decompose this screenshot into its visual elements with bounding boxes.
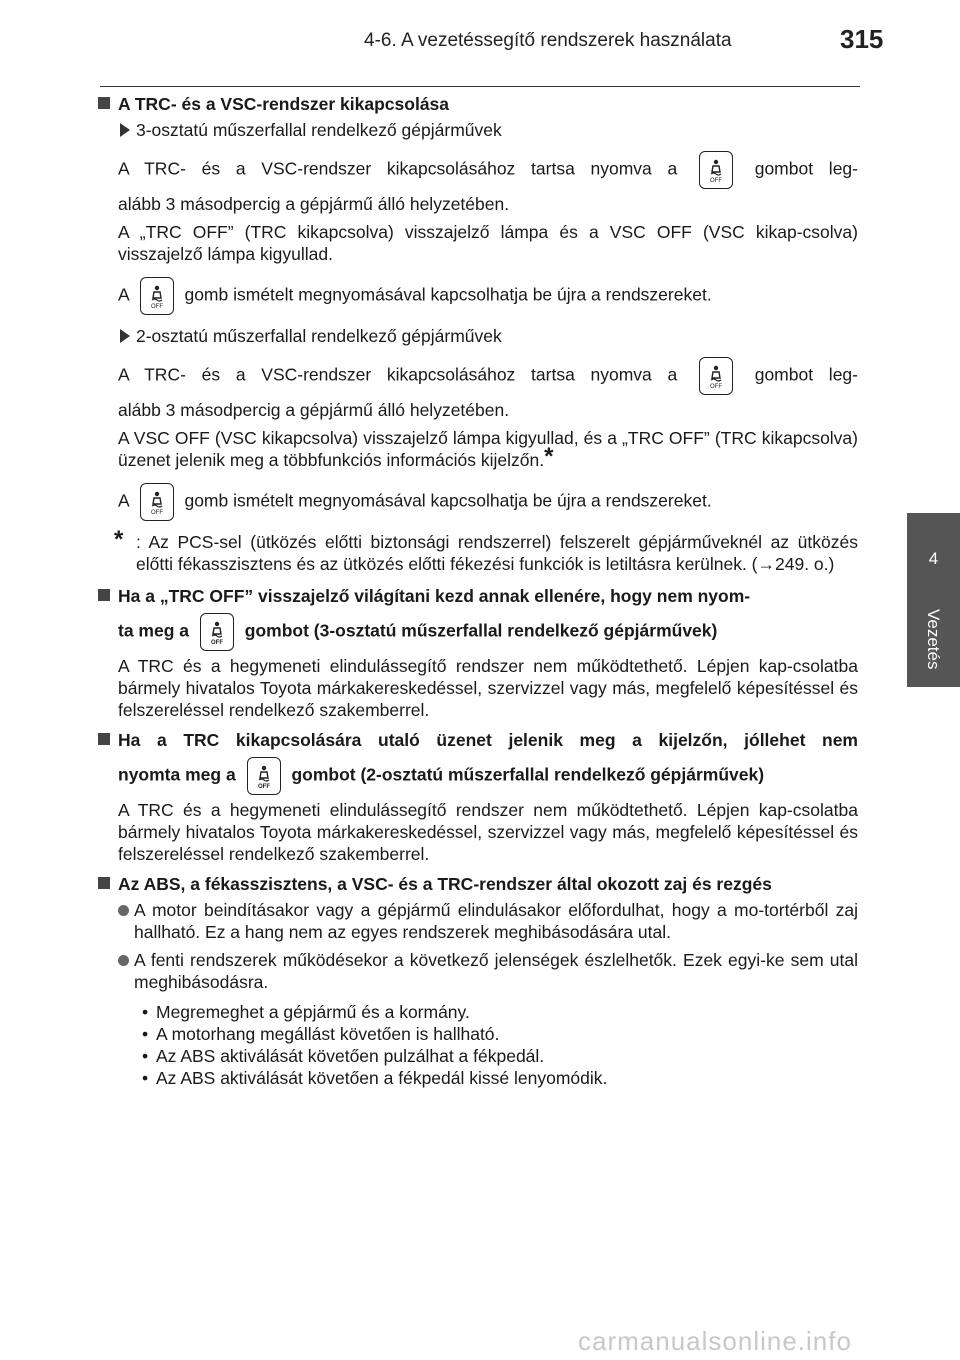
list-item-text: Az ABS aktiválását követően a fékpedál kissé lenyomódik. xyxy=(156,1068,608,1088)
list-item xyxy=(98,899,858,943)
square-bullet-icon xyxy=(98,589,110,601)
list-item xyxy=(98,1045,858,1067)
section-heading-continued xyxy=(98,757,858,795)
paragraph xyxy=(98,277,858,315)
list-item-text: A fenti rendszerek működésekor a következő jelenségek észlelhetők. Ezek egyi-ke sem utal meghibásodásra. xyxy=(134,950,858,992)
bullet-icon: • xyxy=(142,1024,149,1044)
vsc-off-icon xyxy=(699,357,733,395)
paragraph: A TRC és a hegymeneti elindulássegítő rendszer nem működtethető. Lépjen kap-csolatba bármely hivatalos Toyota márkakereskedéssel, szervizzel vagy más, megfelelő képesítéssel és felszereléssel rendelkező szakemberrel. xyxy=(118,800,858,864)
section-heading-continued xyxy=(98,613,858,651)
section-title: Az ABS, a fékasszisztens, a VSC- és a TRC-rendszer által okozott zaj és rezgés xyxy=(118,874,772,894)
paragraph xyxy=(98,483,858,521)
section-heading xyxy=(98,873,858,895)
list-item-text: Megremeghet a gépjármű és a kormány. xyxy=(156,1002,470,1022)
section-title: gombot (2-osztatú műszerfallal rendelkező gépjárművek) xyxy=(291,764,765,785)
text: A VSC OFF (VSC kikapcsolva) visszajelző lámpa kigyullad, és a „TRC OFF” (TRC kikapcsolva) üzenet jelenik meg a többfunkciós információs kijelzőn. xyxy=(118,428,858,470)
text: A TRC- és a VSC-rendszer kikapcsolásához tartsa nyomva a xyxy=(118,158,678,179)
list-item-text: A motor beindításakor vagy a gépjármű elindulásakor előfordulhat, hogy a mo-tortérből zaj hallható. Ez a hang nem az egyes rendszerek meghibásodására utal. xyxy=(134,900,858,942)
square-bullet-icon xyxy=(98,877,110,889)
svg-text:OFF: OFF xyxy=(210,640,223,646)
vsc-off-icon xyxy=(247,757,281,795)
footnote-marker: * xyxy=(544,443,554,470)
svg-text:OFF: OFF xyxy=(709,178,722,184)
text: A xyxy=(118,490,129,511)
chapter-title: 4-6. A vezetéssegítő rendszerek használata xyxy=(364,30,732,51)
list-item xyxy=(98,1067,858,1089)
list-item-text: A motorhang megállást követően is hallható. xyxy=(156,1024,500,1044)
subsection-title: 2-osztatú műszerfallal rendelkező gépjárművek xyxy=(136,326,502,346)
triangle-bullet-icon xyxy=(120,123,130,137)
svg-text:OFF: OFF xyxy=(150,510,163,516)
text: gomb ismételt megnyomásával kapcsolhatja be újra a rendszereket. xyxy=(184,490,712,511)
list-item xyxy=(98,1023,858,1045)
chapter-tab-number: 4 xyxy=(928,549,939,568)
bullet-icon: • xyxy=(142,1046,149,1066)
page-header xyxy=(0,0,960,92)
watermark-text: carmanualsonline.info xyxy=(578,1326,852,1356)
paragraph xyxy=(98,427,858,471)
section-title: Ha a TRC kikapcsolására utaló üzenet jelenik meg a kijelzőn, jóllehet nem xyxy=(118,730,858,750)
subsection-heading xyxy=(98,119,858,141)
triangle-bullet-icon xyxy=(120,329,130,343)
section-heading xyxy=(98,93,858,115)
section-title: Ha a „TRC OFF” visszajelző világítani kezd annak ellenére, hogy nem nyom- xyxy=(118,586,751,606)
footnote-text: : Az PCS-sel (ütközés előtti biztonsági rendszerrel) felszerelt gépjárműveknél az ütközés előtti fékasszisztens és az ütközés előtti fékezési funkciók is letiltásra kerülnek. (→249. o.) xyxy=(136,532,858,574)
footnote xyxy=(98,526,858,575)
paragraph: alább 3 másodpercig a gépjármű álló helyzetében. xyxy=(118,194,510,214)
svg-text:OFF: OFF xyxy=(709,384,722,390)
section-title: ta meg a xyxy=(118,620,189,641)
paragraph xyxy=(98,151,858,189)
vsc-off-icon xyxy=(699,151,733,189)
footnote-marker: * xyxy=(114,526,124,553)
paragraph: A „TRC OFF” (TRC kikapcsolva) visszajelző lámpa és a VSC OFF (VSC kikap-csolva) visszajelző lámpa kigyullad. xyxy=(118,222,858,264)
section-title: A TRC- és a VSC-rendszer kikapcsolása xyxy=(118,94,450,114)
section-heading xyxy=(98,729,858,751)
subsection-title: 3-osztatú műszerfallal rendelkező gépjárművek xyxy=(136,120,502,140)
circle-bullet-icon xyxy=(118,905,129,916)
text: gombot leg- xyxy=(754,364,858,385)
section-heading xyxy=(98,585,858,607)
square-bullet-icon xyxy=(98,733,110,745)
paragraph: alább 3 másodpercig a gépjármű álló helyzetében. xyxy=(118,400,510,420)
vsc-off-icon xyxy=(140,277,174,315)
chapter-tab-label: Vezetés xyxy=(924,609,943,670)
circle-bullet-icon xyxy=(118,955,129,966)
vsc-off-icon xyxy=(140,483,174,521)
chapter-tab xyxy=(907,513,960,687)
paragraph xyxy=(98,357,858,395)
page-number: 315 xyxy=(840,24,884,54)
svg-text:OFF: OFF xyxy=(150,304,163,310)
text: gomb ismételt megnyomásával kapcsolhatja be újra a rendszereket. xyxy=(184,284,712,305)
svg-text:OFF: OFF xyxy=(257,784,270,790)
bullet-icon: • xyxy=(142,1068,149,1088)
paragraph: A TRC és a hegymeneti elindulássegítő rendszer nem működtethető. Lépjen kap-csolatba bármely hivatalos Toyota márkakereskedéssel, szervizzel vagy más, megfelelő képesítéssel és felszereléssel rendelkező szakemberrel. xyxy=(118,656,858,720)
list-item xyxy=(98,949,858,993)
square-bullet-icon xyxy=(98,97,110,109)
text: A xyxy=(118,284,129,305)
page-content xyxy=(98,93,858,1089)
vsc-off-icon xyxy=(200,613,234,651)
section-title: nyomta meg a xyxy=(118,764,236,785)
list-item-text: Az ABS aktiválását követően pulzálhat a fékpedál. xyxy=(156,1046,545,1066)
text: gombot leg- xyxy=(754,158,858,179)
subsection-heading xyxy=(98,325,858,347)
bullet-icon: • xyxy=(142,1002,149,1022)
section-title: gombot (3-osztatú műszerfallal rendelkező gépjárművek) xyxy=(244,620,718,641)
text: A TRC- és a VSC-rendszer kikapcsolásához tartsa nyomva a xyxy=(118,364,678,385)
list-item xyxy=(98,1001,858,1023)
header-rule xyxy=(100,86,860,87)
